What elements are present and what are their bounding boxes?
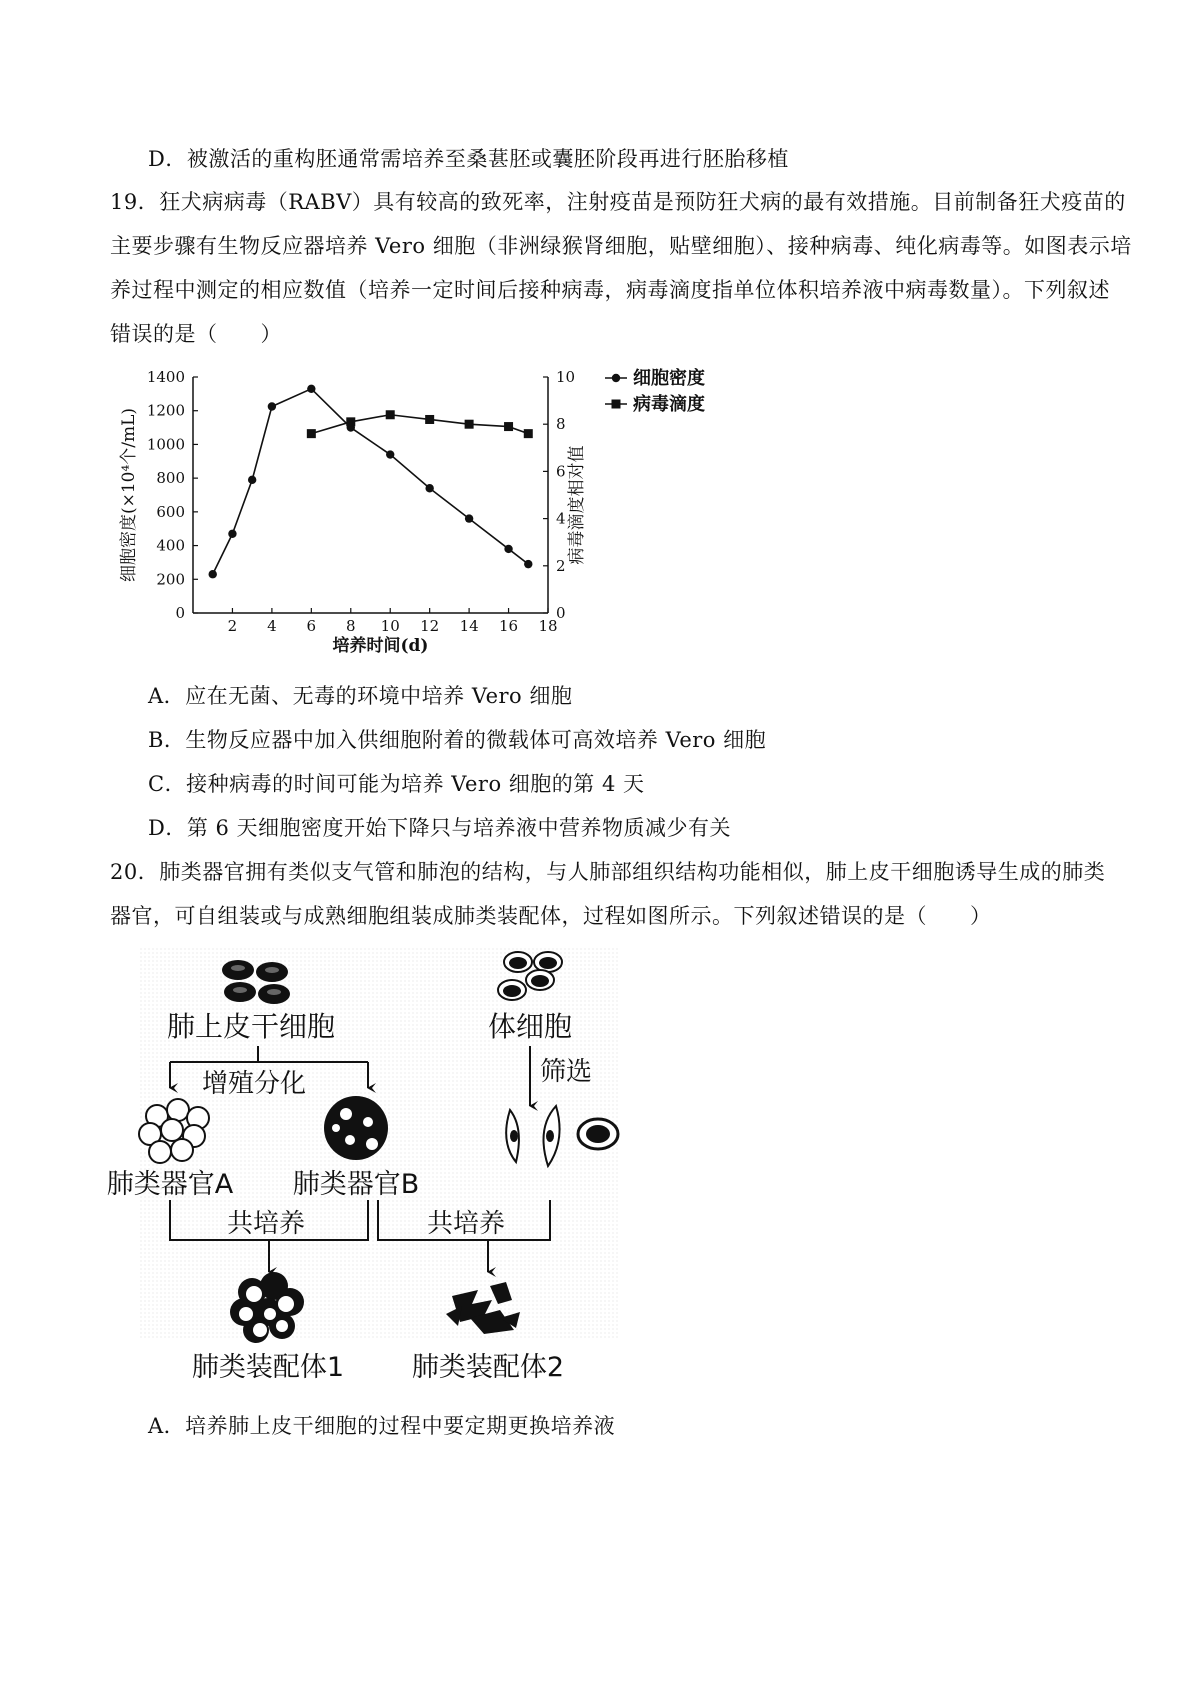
x-tick-label: 12 <box>420 617 440 635</box>
x-tick-label: 6 <box>306 617 317 635</box>
q20-stem-line-2: 器官，可自组装或与成熟细胞组装成肺类装配体，过程如图所示。下列叙述错误的是（ ） <box>110 904 992 928</box>
x-tick-label: 14 <box>459 617 479 635</box>
data-point-cell-density <box>386 450 394 458</box>
q19-option-b: B．生物反应器中加入供细胞附着的微载体可高效培养 Vero 细胞 <box>148 728 767 752</box>
legend-marker-square <box>612 400 621 409</box>
y-right-tick-label: 10 <box>556 368 576 386</box>
y-right-axis-title: 病毒滴度相对值 <box>567 445 587 565</box>
y-left-tick-label: 1000 <box>146 435 185 454</box>
y-left-tick-label: 200 <box>156 570 185 589</box>
x-tick-label: 10 <box>380 617 400 635</box>
series-line-circle <box>213 389 529 574</box>
data-point-cell-density <box>268 402 276 410</box>
x-tick-label: 8 <box>346 617 356 635</box>
data-point-virus-titer <box>346 417 355 426</box>
y-right-tick-label: 6 <box>556 462 566 481</box>
q18-option-d: D．被激活的重构胚通常需培养至桑葚胚或囊胚阶段再进行胚胎移植 <box>148 147 789 171</box>
q19-stem-line-1: 19．狂犬病病毒（RABV）具有较高的致死率，注射疫苗是预防狂犬病的最有效措施。目前制备狂犬疫苗的 <box>110 190 1126 214</box>
data-point-cell-density <box>209 570 217 578</box>
data-point-cell-density <box>465 514 473 522</box>
x-tick-label: 2 <box>227 617 238 635</box>
y-left-tick-label: 0 <box>175 604 185 622</box>
q19-stem-line-4: 错误的是（ ） <box>110 322 282 346</box>
data-point-virus-titer <box>504 422 513 431</box>
y-left-tick-label: 1400 <box>146 368 185 386</box>
screen-label: 筛选 <box>539 1057 593 1087</box>
x-tick-label: 4 <box>267 617 277 635</box>
q19-option-c: C．接种病毒的时间可能为培养 Vero 细胞的第 4 天 <box>148 772 645 796</box>
proliferate-label: 增殖分化 <box>201 1069 307 1099</box>
y-left-axis-title: 细胞密度(×10⁴个/mL) <box>119 407 139 583</box>
legend-marker-circle <box>612 374 620 382</box>
q20-option-a: A．培养肺上皮干细胞的过程中要定期更换培养液 <box>148 1414 616 1438</box>
y-left-tick-label: 600 <box>156 502 185 521</box>
q19-option-a: A．应在无菌、无毒的环境中培养 Vero 细胞 <box>148 684 573 708</box>
data-point-cell-density <box>307 385 315 393</box>
y-left-tick-label: 1200 <box>146 401 185 420</box>
legend-label: 病毒滴度 <box>633 394 705 415</box>
y-right-tick-label: 4 <box>556 509 566 528</box>
series-line-square <box>311 415 528 434</box>
data-point-virus-titer <box>465 420 474 429</box>
q19-stem-line-3: 养过程中测定的相应数值（培养一定时间后接种病毒，病毒滴度指单位体积培养液中病毒数量）。下列叙述 <box>110 278 1110 302</box>
assembly-1-label: 肺类装配体1 <box>191 1352 345 1383</box>
y-right-tick-label: 0 <box>556 604 566 622</box>
coculture-label-1: 共培养 <box>226 1209 306 1239</box>
y-right-tick-label: 8 <box>556 415 566 434</box>
organoid-a-label: 肺类器官A <box>106 1169 234 1200</box>
somatic-cell-label: 体细胞 <box>487 1010 573 1043</box>
organoid-b-icon <box>324 1096 388 1160</box>
assembly-2-label: 肺类装配体2 <box>411 1352 565 1383</box>
data-point-cell-density <box>524 560 532 568</box>
q20-stem-line-1: 20．肺类器官拥有类似支气管和肺泡的结构，与人肺部组织结构功能相似，肺上皮干细胞诱导生成的肺类 <box>110 860 1106 884</box>
y-right-tick-label: 2 <box>556 556 566 575</box>
x-axis-title: 培养时间(d) <box>332 636 429 656</box>
data-point-cell-density <box>248 476 256 484</box>
data-point-virus-titer <box>386 410 395 419</box>
x-tick-label: 16 <box>499 617 519 635</box>
q19-line-chart <box>0 355 1200 665</box>
data-point-virus-titer <box>307 429 316 438</box>
data-point-cell-density <box>425 484 433 492</box>
legend-label: 细胞密度 <box>633 368 705 389</box>
q20-process-diagram <box>0 940 1200 1400</box>
coculture-label-2: 共培养 <box>426 1209 506 1239</box>
organoid-b-label: 肺类器官B <box>292 1169 420 1200</box>
q19-option-d: D．第 6 天细胞密度开始下降只与培养液中营养物质减少有关 <box>148 816 732 840</box>
stem-cell-label: 肺上皮干细胞 <box>166 1010 336 1043</box>
y-left-tick-label: 400 <box>156 536 185 555</box>
x-tick-label: 18 <box>538 617 558 635</box>
data-point-cell-density <box>504 545 512 553</box>
q19-stem-line-2: 主要步骤有生物反应器培养 Vero 细胞（非洲绿猴肾细胞，贴壁细胞）、接种病毒、纯化病毒等。如图表示培 <box>110 234 1132 258</box>
data-point-cell-density <box>228 530 236 538</box>
data-point-virus-titer <box>425 415 434 424</box>
data-point-virus-titer <box>524 429 533 438</box>
y-left-tick-label: 800 <box>156 469 185 488</box>
